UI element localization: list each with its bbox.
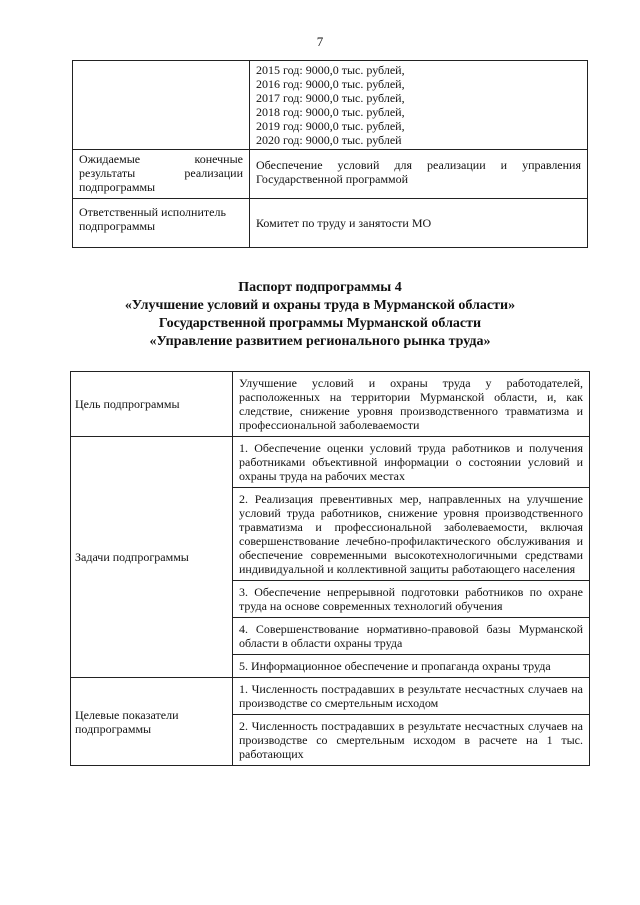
task-item: 2. Реализация превентивных мер, направленных на улучшение условий труда работников, снижение уровня производственного травматизма и профессиональной заболеваемости, включая совершенствование лечебно-профилактического обслуживания и обеспечение современными высокотехнологичными средствами индивидуальной и коллективной защиты работающего населения [233,488,590,581]
responsible-label: Ответственный исполнитель подпрограммы [73,199,250,248]
funding-line-2017: 2017 год: 9000,0 тыс. рублей, [256,91,405,105]
responsible-value: Комитет по труду и занятости МО [250,199,588,248]
indicator-item: 2. Численность пострадавших в результате несчастных случаев на производстве со смертельным исходом в расчете на 1 тыс. работающих [233,715,590,766]
goal-label: Цель подпрограммы [71,372,233,437]
responsible-row [73,199,588,248]
funding-row [73,61,588,150]
subprogram-passport-table [70,371,590,766]
funding-label-cell [73,61,250,150]
expected-results-label: Ожидаемые конечные результаты реализации подпрограммы [73,150,250,199]
goal-row [71,372,590,437]
funding-amounts-cell [250,61,588,150]
continued-passport-table [72,60,588,248]
indicator-item: 1. Численность пострадавших в результате несчастных случаев на производстве со смертельным исходом [233,678,590,715]
title-line-4: «Управление развитием регионального рынка труда» [149,334,491,349]
funding-line-2018: 2018 год: 9000,0 тыс. рублей, [256,105,405,119]
funding-line-2016: 2016 год: 9000,0 тыс. рублей, [256,77,405,91]
title-line-3: Государственной программы Мурманской области [158,316,482,331]
expected-results-value: Обеспечение условий для реализации и управления Государственной программой [250,150,588,199]
indicator-row [71,678,590,715]
task-item: 3. Обеспечение непрерывной подготовки работников по охране труда на основе современных технологий обучения [233,581,590,618]
subprogram-passport-title [0,279,640,351]
task-item: 5. Информационное обеспечение и пропаганда охраны труда [233,655,590,678]
indicators-label: Целевые показатели подпрограммы [71,678,233,766]
title-line-2: «Улучшение условий и охраны труда в Мурманской области» [124,298,516,313]
expected-results-row [73,150,588,199]
funding-line-2015: 2015 год: 9000,0 тыс. рублей, [256,63,405,77]
title-line-1: Паспорт подпрограммы 4 [238,280,402,295]
funding-line-2020: 2020 год: 9000,0 тыс. рублей [256,133,402,147]
task-item: 4. Совершенствование нормативно-правовой базы Мурманской области в области охраны труда [233,618,590,655]
funding-line-2019: 2019 год: 9000,0 тыс. рублей, [256,119,405,133]
tasks-label: Задачи подпрограммы [71,437,233,678]
page-number: 7 [316,34,324,49]
task-item: 1. Обеспечение оценки условий труда работников и получения работниками объективной информации о состоянии условий и охраны труда на рабочих местах [233,437,590,488]
goal-value: Улучшение условий и охраны труда у работодателей, расположенных на территории Мурманской области, и, как следствие, снижение уровня производственного травматизма и профессиональной заболеваемости [233,372,590,437]
task-row [71,437,590,488]
